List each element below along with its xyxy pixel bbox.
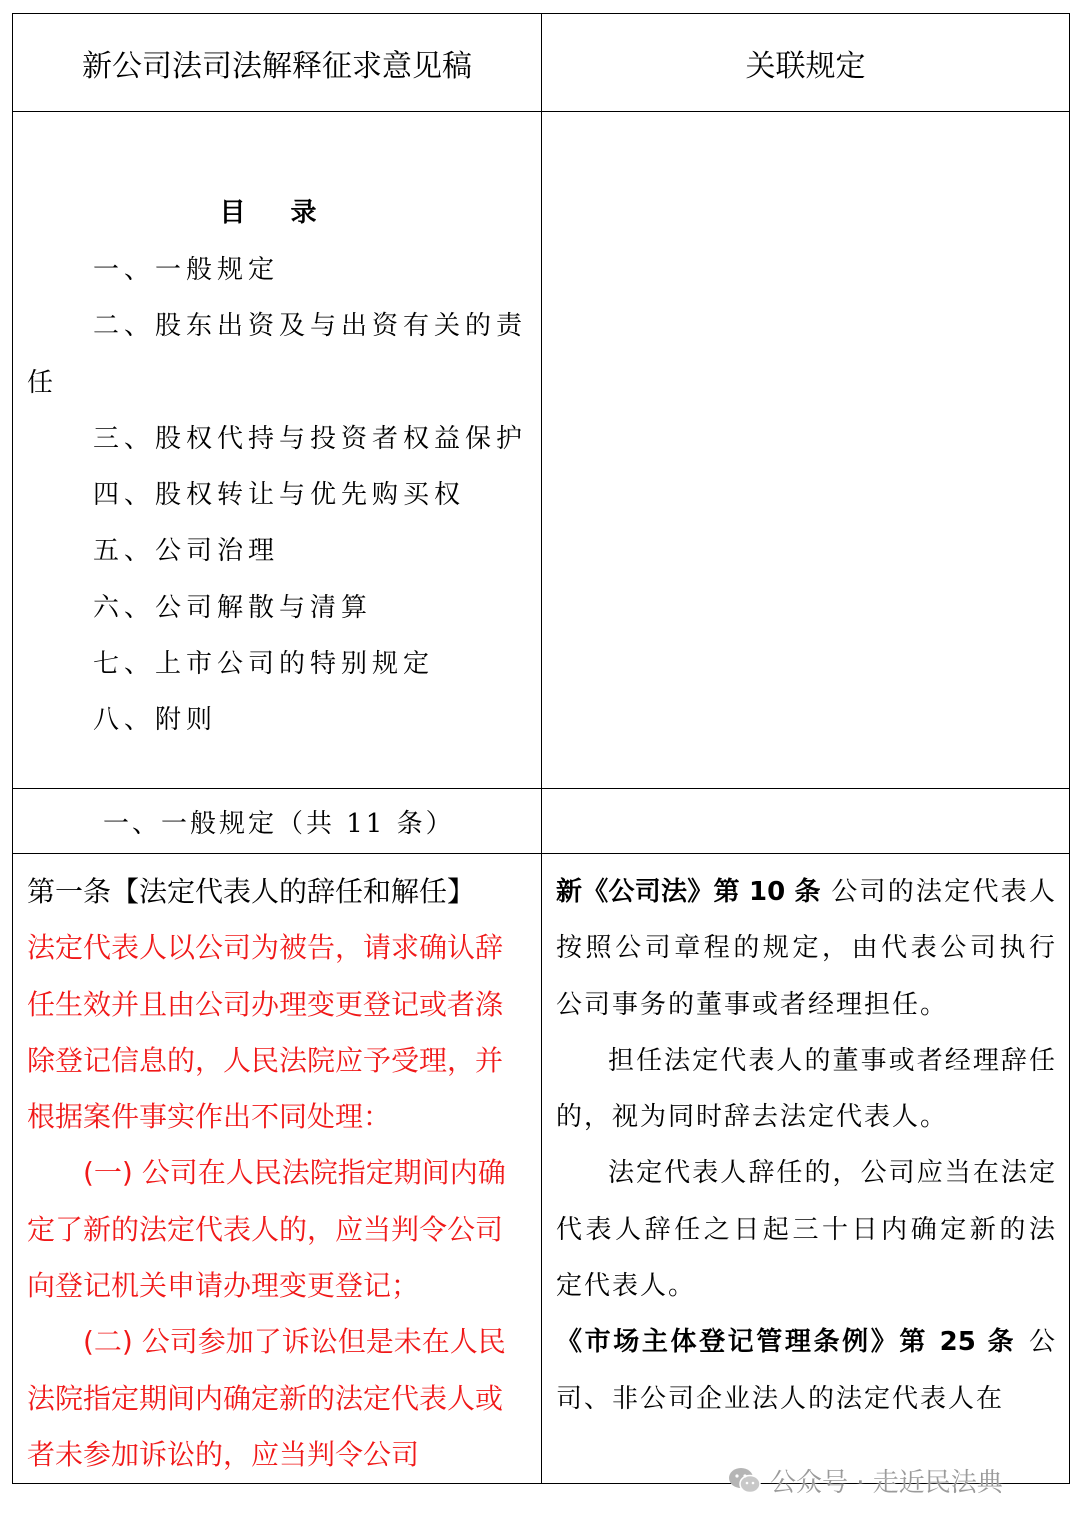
toc-item: 任 xyxy=(27,367,59,398)
related-para-3: 法定代表人辞任的，公司应当在法定代表人辞任之日起三十日内确定新的法定代表人。 xyxy=(556,1158,1057,1302)
toc-item: 八、附则 xyxy=(93,705,218,736)
related-para-4 xyxy=(556,1314,1057,1427)
section-related-empty xyxy=(542,789,1070,854)
toc-related-empty xyxy=(542,112,1070,789)
toc-item: 六、公司解散与清算 xyxy=(93,592,373,623)
watermark-text: 公众号 · 走近民法典 xyxy=(770,1468,1003,1498)
article-item-2: (二) 公司参加了诉讼但是未在人民法院指定期间内确定新的法定代表人或者未参加诉讼的，应当判令公司 xyxy=(27,1325,506,1471)
section-row xyxy=(13,789,1070,854)
article-row xyxy=(13,854,1070,1484)
wechat-icon xyxy=(728,1466,762,1496)
article-item-1: (一) 公司在人民法院指定期间内确定了新的法定代表人的，应当判令公司向登记机关申请办理变更登记； xyxy=(27,1156,506,1303)
article-intro: 法定代表人以公司为被告，请求确认辞任生效并且由公司办理变更登记或者涤除登记信息的，人民法院应予受理，并根据案件事实作出不同处理： xyxy=(27,931,504,1134)
section-cell xyxy=(13,789,542,854)
toc-item: 五、公司治理 xyxy=(93,536,280,567)
toc-item: 一、一般规定 xyxy=(93,255,280,285)
comparison-table xyxy=(12,13,1070,1484)
toc-title: 目 录 xyxy=(219,198,335,228)
header-right: 关联规定 xyxy=(542,14,1070,112)
ref1-text: 公司的法定代表人按照公司章程的规定，由代表公司执行公司事务的董事或者经理担任。 xyxy=(556,877,1057,1020)
article-1 xyxy=(13,854,541,1483)
header-row xyxy=(13,14,1070,112)
related-cell xyxy=(542,854,1070,1484)
related-para-1 xyxy=(556,864,1057,1033)
toc-item: 三、股权代持与投资者权益保护 xyxy=(93,423,528,454)
toc-item: 七、上市公司的特别规定 xyxy=(93,649,435,680)
toc-cell xyxy=(13,112,542,789)
toc-item: 二、股东出资及与出资有关的责 xyxy=(93,311,528,342)
toc-item: 四、股权转让与优先购买权 xyxy=(93,480,466,511)
table-of-contents xyxy=(13,112,541,749)
ref2-text: 公司、非公司企业法人的法定代表人在 xyxy=(556,1327,1058,1414)
article-heading: 第一条【法定代表人的辞任和解任】 xyxy=(27,875,476,908)
related-provisions xyxy=(542,854,1069,1427)
header-left: 新公司法司法解释征求意见稿 xyxy=(13,14,542,112)
watermark xyxy=(728,1462,1003,1499)
ref2-title: 《市场主体登记管理条例》第 25 条 xyxy=(556,1327,1017,1358)
ref1-title: 新《公司法》第 10 条 xyxy=(556,877,821,907)
toc-row xyxy=(13,112,1070,789)
section-title: 一、一般规定（共 11 条） xyxy=(103,808,455,839)
article-cell xyxy=(13,854,542,1484)
related-para-2: 担任法定代表人的董事或者经理辞任的，视为同时辞去法定代表人。 xyxy=(556,1045,1057,1133)
